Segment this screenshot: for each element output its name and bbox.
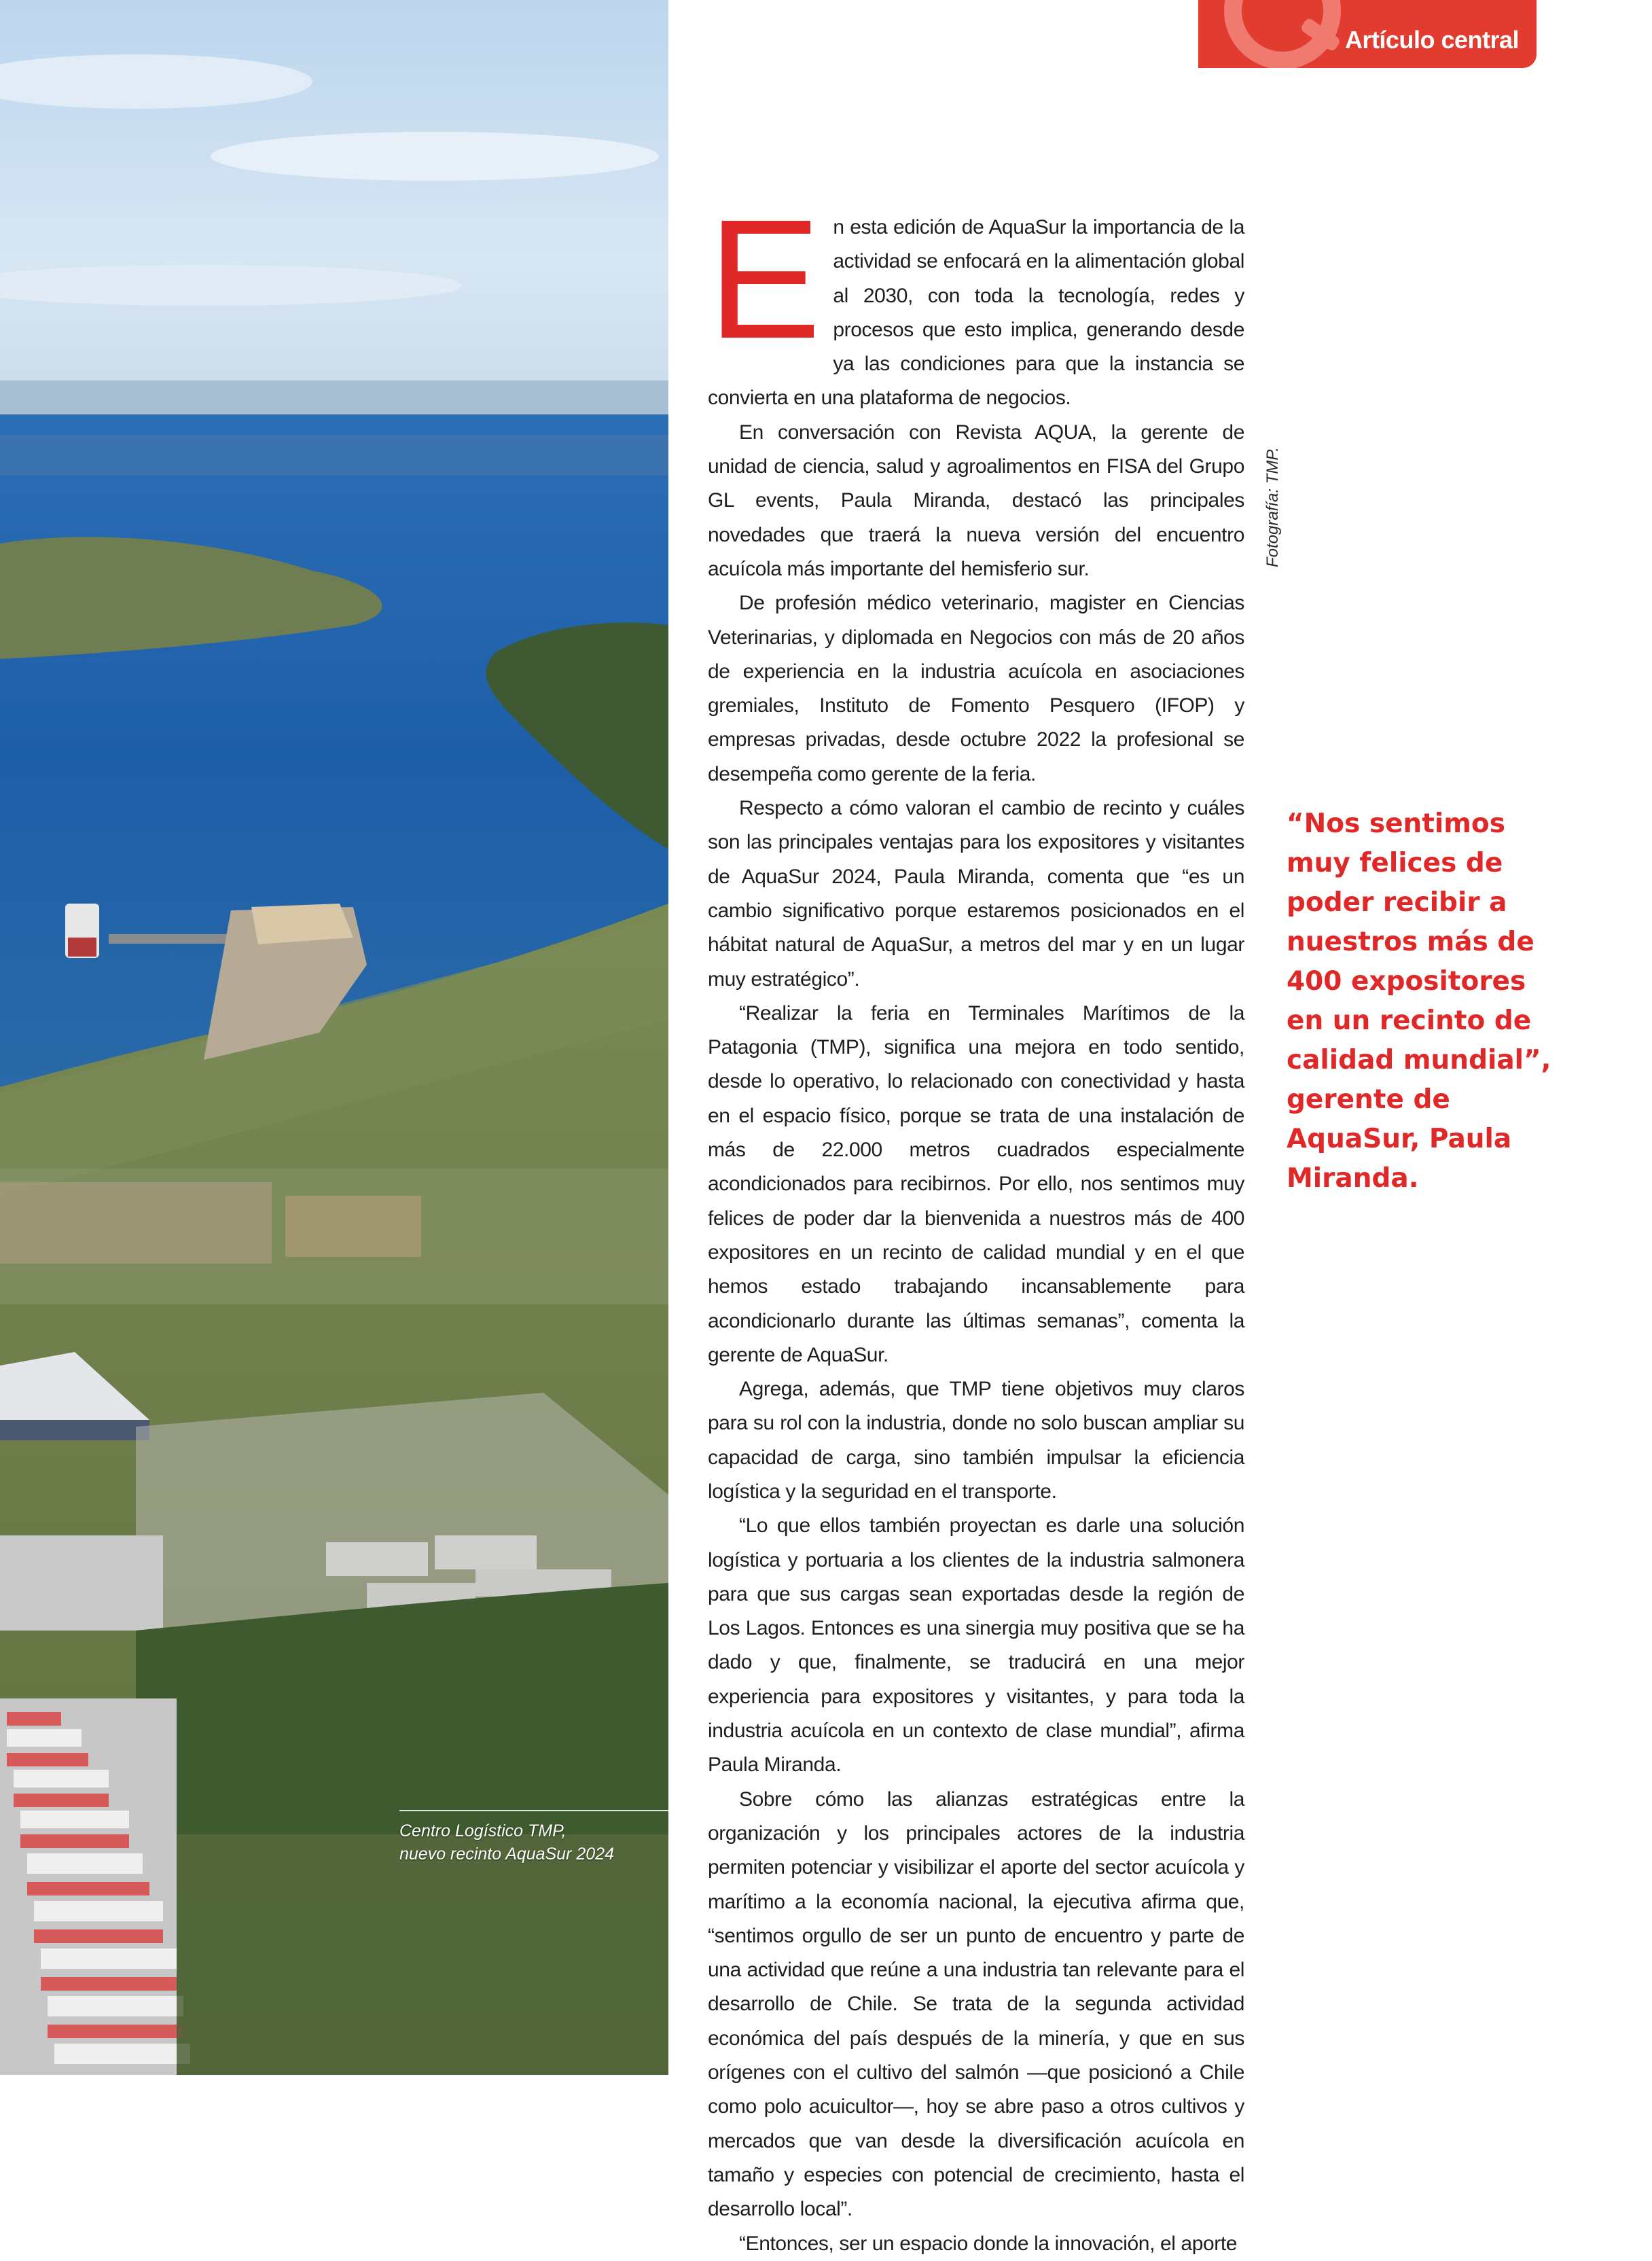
caption-divider — [399, 1810, 668, 1811]
article-paragraph: Respecto a cómo valoran el cambio de recinto y cuáles son las principales ventajas para los expositores y visitantes de AquaSur 2024, Paula Miranda, comenta que “es un cambio significativo porque estaremos posicionados en el hábitat natural de AquaSur, a metros del mar y en un lugar muy estratégico”. — [708, 797, 1244, 991]
article-paragraph: “Entonces, ser un espacio donde la innovación, el aporte — [739, 2232, 1238, 2255]
article-body — [708, 184, 1244, 2261]
caption-line-1: Centro Logístico TMP, — [399, 1821, 567, 1840]
article-paragraph: “Realizar la feria en Terminales Marítimos de la Patagonia (TMP), significa una mejora en todo sentido, desde lo operativo, lo relacionado con conectividad y hasta en el espacio físico, porque se trata de una instalación de más de 22.000 metros cuadrados especialmente acondicionados para recibirnos. Por ello, nos sentimos muy felices de poder dar la bienvenida a nuestros más de 400 expositores en un recinto de calidad mundial y en el que hemos estado trabajando incansablemente para acondicionarlo durante las últimas semanas”, comenta la gerente de AquaSur. — [708, 1001, 1244, 1366]
aerial-photo — [0, 0, 668, 2075]
pull-quote: “Nos sentimos muy felices de poder recibir a nuestros más de 400 expositores en un recinto de calidad mundial”, gerente de AquaSur, Paula Miranda. — [1287, 808, 1551, 1194]
article-paragraph: “Lo que ellos también proyectan es darle una solución logística y portuaria a los clientes de la industria salmonera para que sus cargas sean exportadas desde la región de Los Lagos. Entonces es una sinergia muy positiva que se ha dado y que, finalmente, se traducirá en una mejor experiencia para expositores y visitantes, y para toda la industria acuícola en un contexto de clase mundial”, afirma Paula Miranda. — [708, 1514, 1244, 1777]
section-label: Artículo central — [1344, 26, 1519, 54]
article-paragraph: Agrega, además, que TMP tiene objetivos muy claros para su rol con la industria, donde no solo buscan ampliar su capacidad de carga, sino también impulsar la eficiencia logística y la seguridad en el transporte. — [708, 1378, 1244, 1503]
article-paragraph: Sobre cómo las alianzas estratégicas entre la organización y los principales actores de la industria permiten potenciar y visibilizar el aporte del sector acuícola y marítimo a la economía nacional, la ejecutiva afirma que, “sentimos orgullo de ser un punto de encuentro y parte de una actividad que reúne a una industria tan relevante para el desarrollo de Chile. Se trata de la segunda actividad económica del país después de la minería, y que en sus orígenes con el cultivo del salmón —que posicionó a Chile como polo acuicultor—, hoy se abre paso a otros cultivos y mercados que van desde la diversificación acuícola en tamaño y especies con potencial de crecimiento, hasta el desarrollo local”. — [708, 1787, 1244, 2221]
section-tab — [1198, 0, 1537, 68]
paragraph-text: n esta edición de AquaSur la importancia de la actividad se enfocará en la alimentación global al 2030, con toda la tecnología, redes y procesos que esto implica, generando desde ya las condiciones para que la instancia se convierta en una plataforma de negocios. — [708, 216, 1244, 410]
caption-line-2: nuevo recinto AquaSur 2024 — [399, 1845, 614, 1864]
article-paragraph: En conversación con Revista AQUA, la gerente de unidad de ciencia, salud y agroalimentos en FISA del Grupo GL events, Paula Miranda, destacó las principales novedades que traerá la nueva versión del encuentro acuícola más importante del hemisferio sur. — [708, 421, 1244, 580]
photo-caption — [399, 1819, 658, 1866]
article-paragraph: De profesión médico veterinario, magister en Ciencias Veterinarias, y diplomada en Negocios con más de 20 años de experiencia en la industria acuícola en asociaciones gremiales, Instituto de Fomento Pesquero (IFOP) y empresas privadas, desde octubre 2022 la profesional se desempeña como gerente de la feria. — [708, 592, 1244, 785]
drop-cap: E — [708, 184, 821, 374]
article-paragraph — [708, 184, 1244, 416]
photo-credit: Fotografía: TMP. — [1263, 447, 1282, 567]
